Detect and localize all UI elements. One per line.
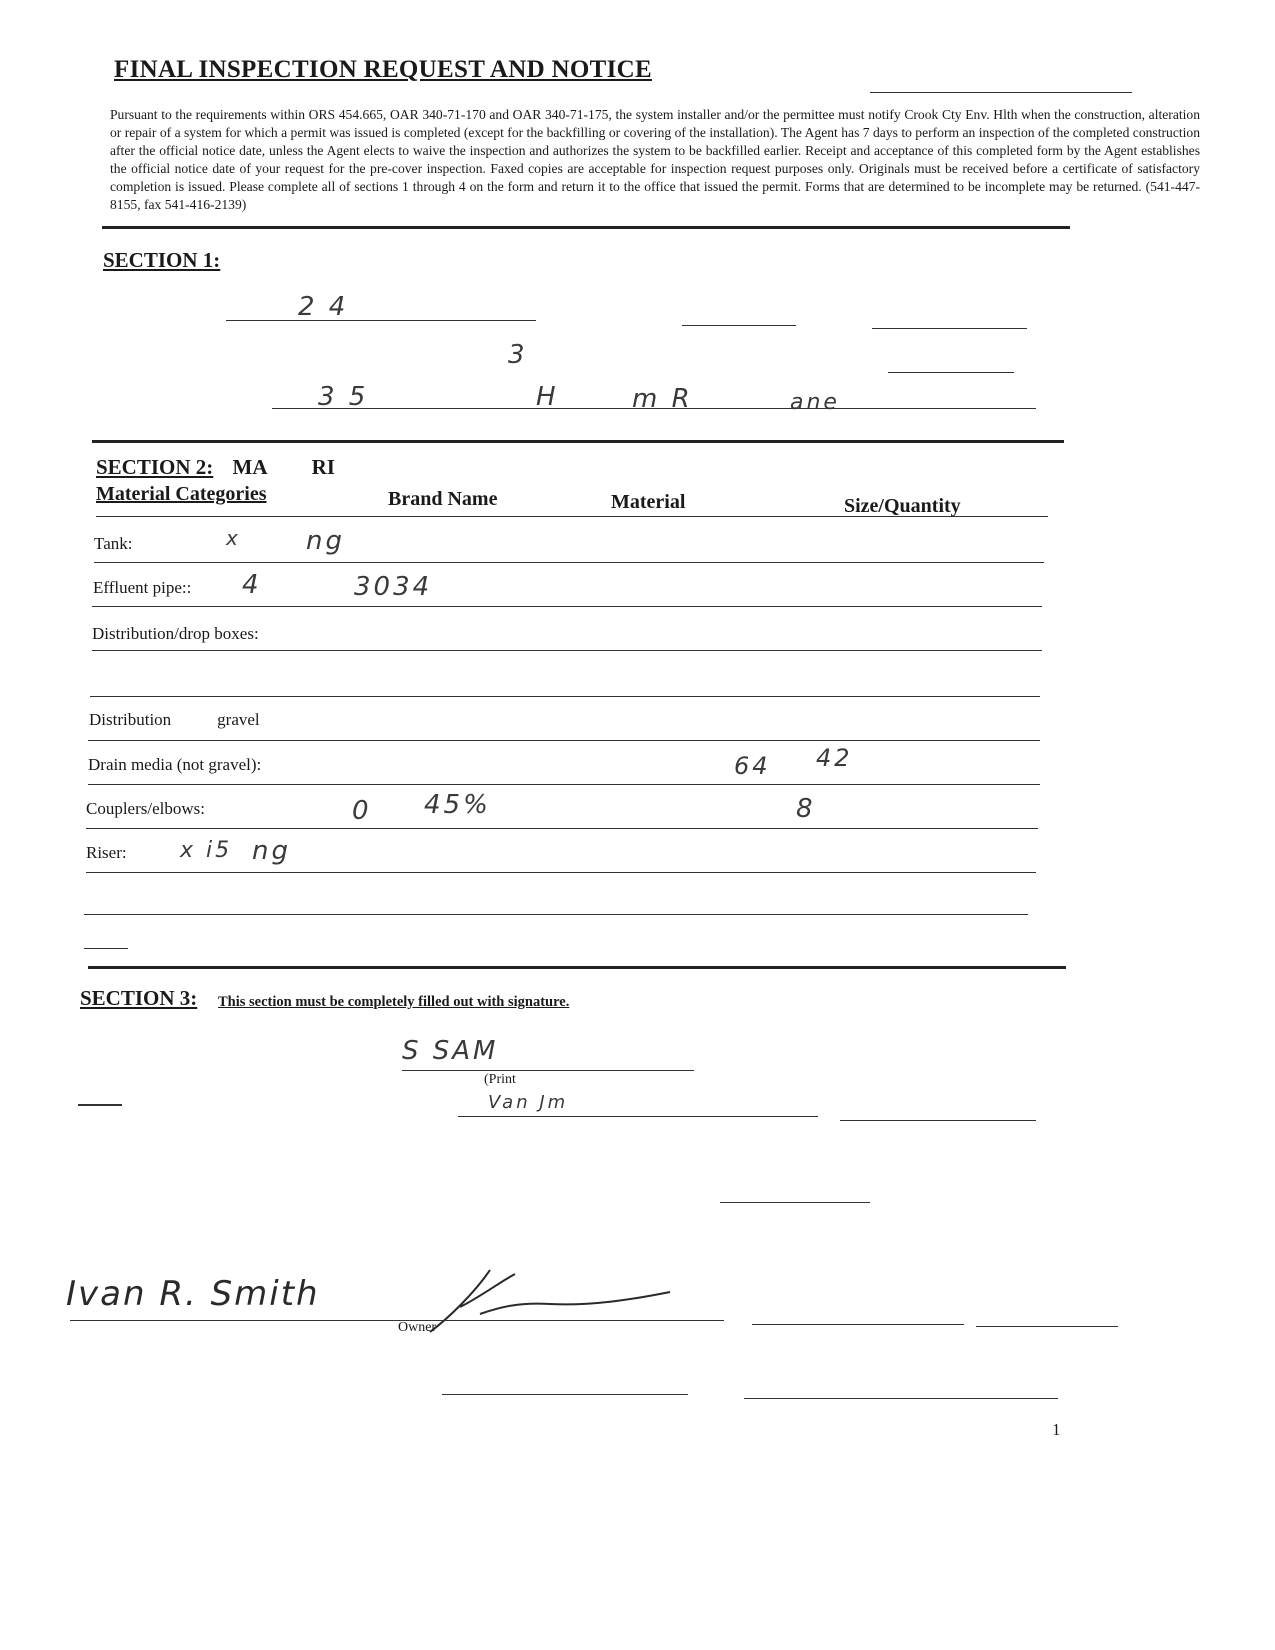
row-riser-line [86,872,1036,873]
owner-label: Owner [398,1320,437,1335]
column-size-quantity: Size/Quantity [844,495,961,517]
section1-hand-3d: ane [790,390,840,415]
row-blank-line-1 [90,696,1040,697]
row-tank-hand-a: x [226,526,241,550]
row-couplers-hand-b: 45% [424,790,491,820]
owner-line [70,1320,724,1321]
row-couplers-hand-c: 8 [796,794,816,824]
header-underline [96,516,1048,517]
row-riser-hand-b: ng [252,836,291,866]
row-couplers-label: Couplers/elbows: [86,799,205,818]
column-material: Material [611,491,686,513]
section1-hand-3a: 3 5 [318,382,369,412]
column-brand-name: Brand Name [388,488,498,510]
row-effluent-line [92,606,1042,607]
row-drainmedia-hand-b: 42 [816,744,853,772]
owner-signature-scribble [420,1262,680,1352]
row-tank-hand-b: ng [306,526,345,556]
divider-1 [102,226,1070,229]
row-distgravel-label: Distribution gravel [89,710,260,729]
page-title: FINAL INSPECTION REQUEST AND NOTICE [114,56,652,83]
section3-hand-print: S SAM [402,1036,499,1066]
section1-hand-1: 2 4 [298,292,349,322]
row-distboxes-label: Distribution/drop boxes: [92,624,259,643]
row-distboxes-line [92,650,1042,651]
row-riser-label: Riser: [86,843,127,862]
section3-line-4 [720,1202,870,1203]
row-tank-label: Tank: [94,534,133,553]
section1-hand-2: 3 [508,340,528,370]
section3-line-3 [840,1120,1036,1121]
section3-dash [78,1104,122,1106]
bottom-line-2 [744,1398,1058,1399]
section3-hand-2: Van Jm [488,1092,569,1113]
row-blank-line-2 [84,914,1028,915]
row-couplers-hand-a: 0 [352,796,372,826]
row-riser-hand-a: x i5 [180,838,233,863]
column-material-categories: Material Categories [96,483,267,505]
row-effluent-label: Effluent pipe:: [93,578,192,597]
row-tank-line [94,562,1044,563]
section1-line-4 [888,372,1014,373]
page-number: 1 [1052,1420,1061,1439]
divider-3 [88,966,1066,969]
divider-2 [92,440,1064,443]
section3-print-label: (Print [484,1072,516,1087]
section1-hand-3c: m R [632,384,693,414]
section3-note: This section must be completely filled out with signature. [218,994,570,1010]
row-drainmedia-hand-a: 64 [734,752,771,780]
header-blank-line [870,92,1132,93]
intro-paragraph: Pursuant to the requirements within ORS 454.665, OAR 340-71-170 and OAR 340-71-175, the system installer and/or the permittee must notify Crook Cty Env. Hlth when the construction, alteration or repair of a system for which a permit was issued is completed (except for the backfilling or covering of the installation). The Agent has 7 days to perform an inspection of the completed construction after the official notice date, unless the Agent elects to waive the inspection and authorizes the system to be backfilled earlier. Receipt and acceptance of this completed form by the Agent establishes the official notice date of your request for the pre-cover inspection. Faxed copies are acceptable for inspection request purposes only. Originals must be received before a certificate of satisfactory completion is issued. Please complete all of sections 1 through 4 on the form and return it to the office that issued the permit. Forms that are determined to be incomplete may be returned. (541-447-8155, fax 541-416-2139) [110,107,1200,212]
section1-line-1 [226,320,536,321]
row-effluent-hand-b: 3034 [354,572,433,602]
owner-line-2 [752,1324,964,1325]
section1-heading: SECTION 1: [103,248,221,272]
owner-line-3 [976,1326,1118,1327]
row-distgravel-line [88,740,1040,741]
section1-hand-3b: H [536,382,559,412]
section1-line-3 [872,328,1027,329]
row-effluent-hand-a: 4 [242,570,262,600]
bottom-line-1 [442,1394,688,1395]
section2-heading: SECTION 2: MA RI [96,455,335,479]
section1-line-2 [682,325,796,326]
section3-heading: SECTION 3: [80,986,198,1010]
row-blank-dash [84,948,128,949]
section3-line-2 [458,1116,818,1117]
owner-handwritten-name: Ivan R. Smith [66,1274,320,1314]
row-drainmedia-label: Drain media (not gravel): [88,755,262,774]
row-drainmedia-line [88,784,1040,785]
section1-line-5 [272,408,1036,409]
section3-line-print [402,1070,694,1071]
row-couplers-line [86,828,1038,829]
